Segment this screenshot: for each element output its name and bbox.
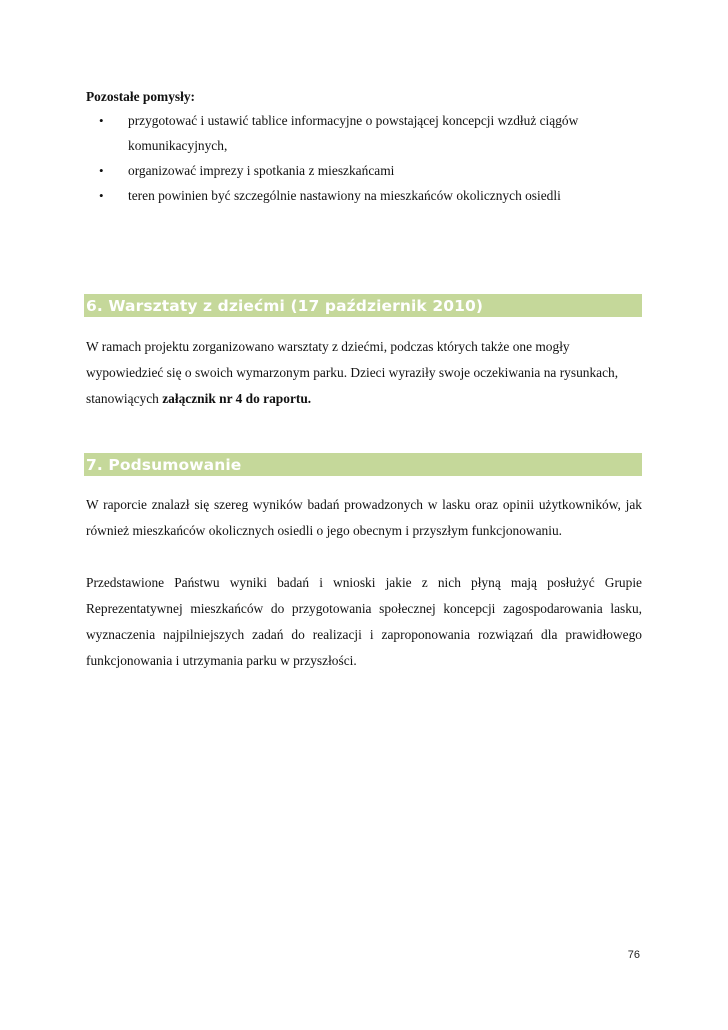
bullet-icon: • bbox=[99, 113, 104, 128]
list-item-text: organizować imprezy i spotkania z mieszkańcami bbox=[128, 163, 395, 178]
ideas-list bbox=[86, 108, 646, 208]
summary-paragraph-1: W raporcie znalazł się szereg wyników badań prowadzonych w lasku oraz opinii użytkowników, jak również mieszkańców okolicznych osiedli o jego obecnym i przyszłym funkcjonowaniu. bbox=[86, 497, 642, 538]
list-item bbox=[86, 183, 646, 208]
list-item bbox=[86, 108, 646, 158]
ideas-title: Pozostałe pomysły: bbox=[86, 89, 195, 104]
bullet-icon: • bbox=[99, 188, 104, 203]
summary-paragraph-2: Przedstawione Państwu wyniki badań i wnioski jakie z nich płyną mają posłużyć Grupie Reprezentatywnej mieszkańców do przygotowania społecznej koncepcji zagospodarowania lasku, wyznaczenia najpilniejszych zadań do realizacji i zaproponowania rozwiązań dla prawidłowego funkcjonowania i utrzymania parku w przyszłości. bbox=[86, 575, 642, 668]
section-7-heading: 7. Podsumowanie bbox=[84, 453, 642, 476]
attachment-reference: załącznik nr 4 do raportu. bbox=[162, 391, 312, 406]
section-6-paragraph bbox=[86, 334, 642, 412]
section-6-text: W ramach projektu zorganizowano warsztaty z dziećmi, podczas których także one mogły wypowiedzieć się o swoich wymarzonym parku. Dzieci wyraziły swoje oczekiwania na rysunkach, stanowiących bbox=[86, 339, 619, 406]
bullet-icon: • bbox=[99, 163, 104, 178]
list-item bbox=[86, 158, 646, 183]
list-item-text: przygotować i ustawić tablice informacyjne o powstającej koncepcji wzdłuż ciągów komunikacyjnych, bbox=[128, 113, 579, 153]
section-6-heading: 6. Warsztaty z dziećmi (17 październik 2010) bbox=[84, 294, 642, 317]
page-number: 76 bbox=[627, 949, 640, 961]
list-item-text: teren powinien być szczególnie nastawiony na mieszkańców okolicznych osiedli bbox=[128, 188, 561, 203]
